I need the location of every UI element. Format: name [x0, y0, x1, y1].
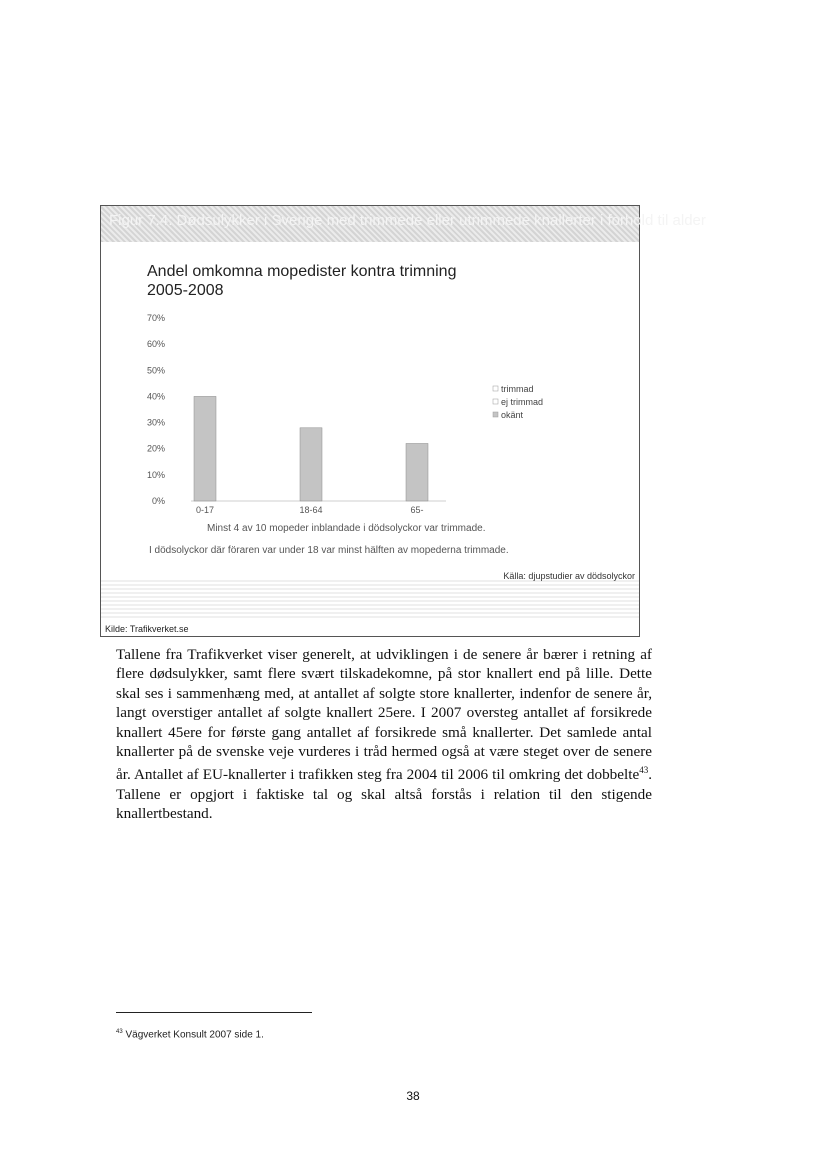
y-tick-label: 70% [146, 313, 165, 323]
y-tick-label: 0% [151, 496, 165, 506]
y-tick-label: 50% [146, 365, 165, 376]
bar-18-64 [300, 428, 322, 501]
bar-65- [406, 443, 428, 501]
figure-header: Figur 7.4: Dødsulykker i Sverige med trimmede eller utrimmede knallerter i forhold til alder [101, 206, 639, 242]
footnote-reference: 43 [639, 765, 649, 776]
figure-source: Kilde: Trafikverket.se [105, 624, 189, 634]
chart-note-1: Minst 4 av 10 mopeder inblandade i dödsolyckor var trimmade. [207, 523, 486, 534]
bar-0-17 [194, 396, 216, 501]
x-tick-label: 0-17 [195, 505, 215, 515]
bar-chart [101, 206, 641, 536]
chart-title-line-2: 2005-2008 [147, 282, 224, 299]
body-paragraph [116, 645, 652, 824]
y-tick-label: 40% [146, 391, 165, 402]
figure [100, 205, 706, 637]
figure-bottom-band [101, 578, 639, 618]
y-tick-label: 60% [146, 339, 165, 350]
footnote-divider [116, 1012, 312, 1013]
y-tick-label: 20% [146, 443, 165, 454]
x-tick-label: 18-64 [299, 505, 323, 515]
chart-note-2: I dödsolyckor där föraren var under 18 var minst hälften av mopederna trimmade. [149, 545, 509, 556]
method-note: Källa: djupstudier av dödsolyckor [503, 571, 635, 581]
footnote-text: Vägverket Konsult 2007 side 1. [125, 1029, 264, 1041]
legend-item-trimmad: trimmad [501, 384, 534, 394]
legend-item-ej-trimmad: ej trimmad [501, 397, 544, 407]
y-tick-label: 30% [146, 417, 165, 428]
legend-swatch [493, 386, 498, 391]
legend-item-okänt: okänt [501, 410, 524, 420]
legend-swatch [493, 399, 498, 404]
footnote-marker: 43 [116, 1029, 123, 1035]
legend-swatch [493, 412, 498, 417]
body-paragraph-text: Tallene fra Trafikverket viser generelt, at udviklingen i de senere år bærer i retning af flere dødsulykker, samt flere svært tilskadekomne, på stor knallert end på lille. Dette skal ses i sammenhæng med, at antallet af solgte store knallerter, indenfor de senere år, langt overstiger antallet af solgte knallert 25ere. I 2007 oversteg antallet af forsikrede knallert 45ere for første gang antallet af forsikrede små knallerter. Det samlede antal knallerter på de svenske veje vurderes i tråd hermed også at være steget over de senere år. Antallet af EU-knallerter i trafikken steg fra 2004 til 2006 til omkring det dobbelte [116, 646, 652, 784]
chart-title-line-1: Andel omkomna mopedister kontra trimning [147, 263, 457, 280]
footnote [116, 1029, 264, 1040]
body-paragraph-end: . Tallene er opgjort i faktiske tal og skal altså forstås i relation til den stigende knallertbestand. [116, 766, 652, 823]
page-number: 38 [406, 1089, 420, 1103]
x-tick-label: 65- [410, 505, 424, 515]
y-tick-label: 10% [146, 469, 165, 480]
